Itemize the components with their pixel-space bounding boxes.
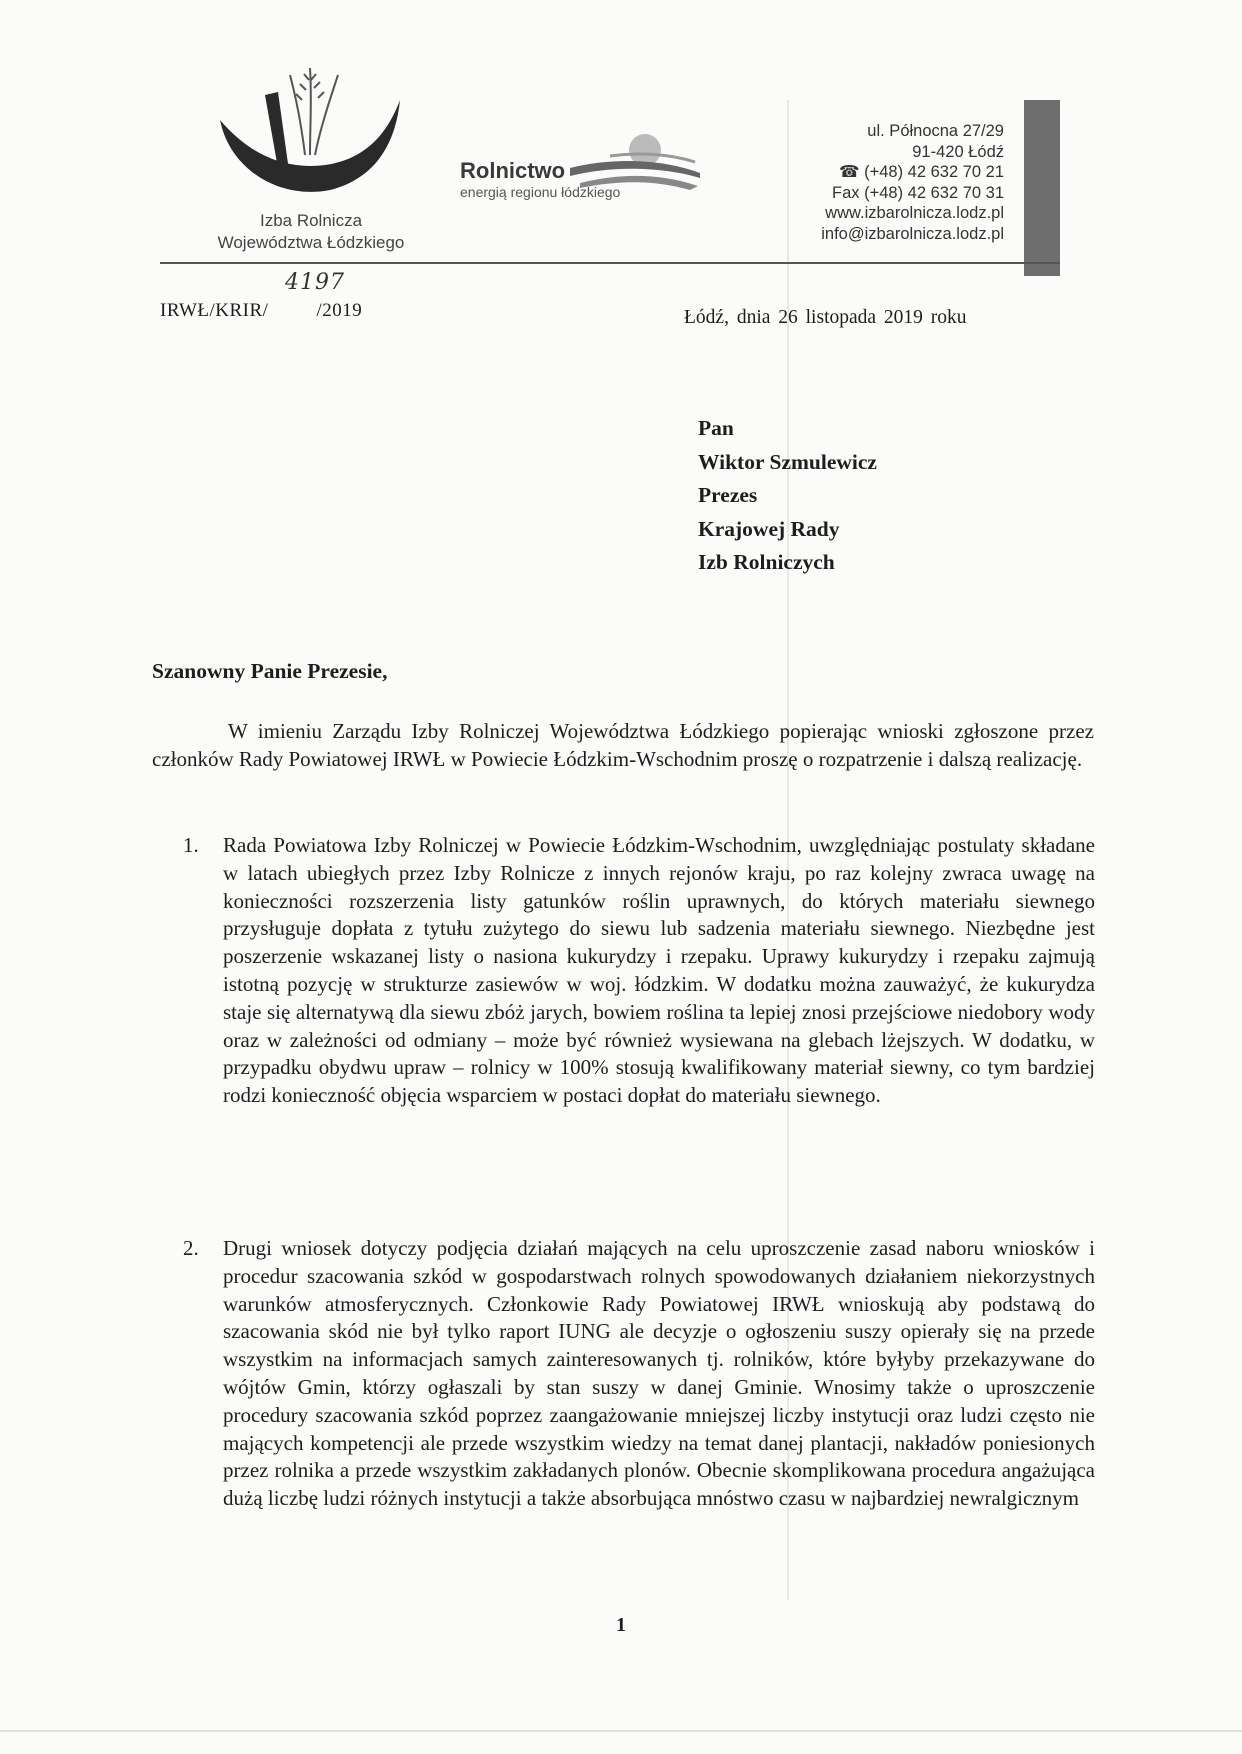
contact-website: www.izbarolnicza.lodz.pl [825,204,1004,222]
wheat-boat-icon [210,60,410,210]
brand-title: Rolnictwo [460,158,566,183]
addressee-line: Wiktor Szmulewicz [698,449,877,474]
header-divider [160,262,1060,264]
salutation: Szanowny Panie Prezesie, [152,659,388,683]
reference-suffix: /2019 [316,300,363,321]
contact-block [821,121,1004,244]
org-name-line1: Izba Rolnicza [259,211,363,230]
addressee-line: Prezes [698,483,758,507]
addressee-line: Krajowej Rady [698,516,840,541]
list-item-text: Drugi wniosek dotyczy podjęcia działań mających na celu uproszczenie zasad naboru wniosków i procedur szacowania szkód w gospodarstwach rolnych spowodowanych działaniem niekorzystnych warunków atmosferycznych. Członkowie Rady Powiatowej IRWŁ wnioskują aby podstawą do szacowania skód nie był tylko raport IUNG ale decyzje o ogłoszeniu suszy opierały się na przede wszystkim na informacjach samych zainteresowanych tj. rolników, które byłyby przekazywane do wójtów Gmin, którzy ogłaszali by stan suszy w danej Gminie. Wnosimy także o uproszczenie procedury szacowania szkód poprzez zaangażowanie mniejszej liczby instytucji oraz ludzi często nie mających kompetencji ale przede wszystkim wiedzy na temat danej plantacji, nakładów poniesionych przez rolnika a przede wszystkim zakładanych plonów. Obecnie skomplikowana procedura angażująca dużą liczbę ludzi różnych instytucji a także absorbująca mnóstwo czasu w najbardziej newralgicznym [223,1236,1095,1511]
contact-city: 91-420 Łódź [912,142,1004,161]
contact-fax: Fax (+48) 42 632 70 31 [832,183,1004,202]
reference-number [160,300,362,322]
org-name-line2: Województwa Łódzkiego [217,233,405,252]
page-number: 1 [616,1614,626,1636]
brand-tagline: energią regionu łódzkiego [460,184,621,200]
contact-email: info@izbarolnicza.lodz.pl [821,224,1004,243]
addressee-line: Pan [698,416,734,440]
irwl-logo [196,60,426,250]
list-item [183,1235,1095,1513]
contact-street: ul. Północna 27/29 [867,122,1004,140]
addressee-line: Izb Rolniczych [698,550,835,574]
addressee-block [698,412,877,580]
header-accent-bar [1024,100,1060,276]
contact-phone: ☎ (+48) 42 632 70 21 [838,163,1004,181]
list-item-text: Rada Powiatowa Izby Rolniczej w Powiecie Łódzkim-Wschodnim, uwzględniając postulaty składane w latach ubiegłych przez Izby Rolnicze z innych rejonów kraju, po raz kolejny zwraca uwagę na konieczności rozszerzenia listy gatunków roślin uprawnych, do których materiału siewnego przysługuje dopłata z tytułu zużytego do siewu lub sadzenia materiału siewnego. Niezbędne jest poszerzenie wskazanej listy o nasiona kukurydzy i rzepaku. Uprawy kukurydzy i rzepaku zajmują istotną pozycję w strukturze zasiewów w woj. łódzkim. W dodatku można zauważyć, że kukurydza staje się alternatywą dla siewu zbóż jarych, bowiem roślina ta lepiej znosi przejściowe niedobory wody oraz w zależności od odmiany – może być również wysiewana na glebach lżejszych. W dodatku, w przypadku obydwu upraw – rolnicy w 100% stosują kwalifikowany materiał siewny, co tym bardziej rodzi konieczność objęcia wsparciem w postaci dopłat do materiału siewnego. [223,833,1095,1108]
intro-text: W imieniu Zarządu Izby Rolniczej Województwa Łódzkiego popierając wnioski zgłoszone przez członków Rady Powiatowej IRWŁ w Powiecie Łódzkim-Wschodnim proszę o rozpatrzenie i dalszą realizację. [152,719,1094,771]
list-item-number: 2. [183,1236,199,1260]
handwritten-number: 4197 [285,270,345,295]
letter-date: Łódź, dnia 26 listopada 2019 roku [684,307,967,328]
reference-prefix: IRWŁ/KRIR/ [160,300,269,321]
list-item [183,832,1095,1110]
list-item-number: 1. [183,833,199,857]
rolnictwo-logo [460,128,700,208]
scan-artifact [0,1730,1242,1732]
intro-paragraph [152,718,1094,773]
